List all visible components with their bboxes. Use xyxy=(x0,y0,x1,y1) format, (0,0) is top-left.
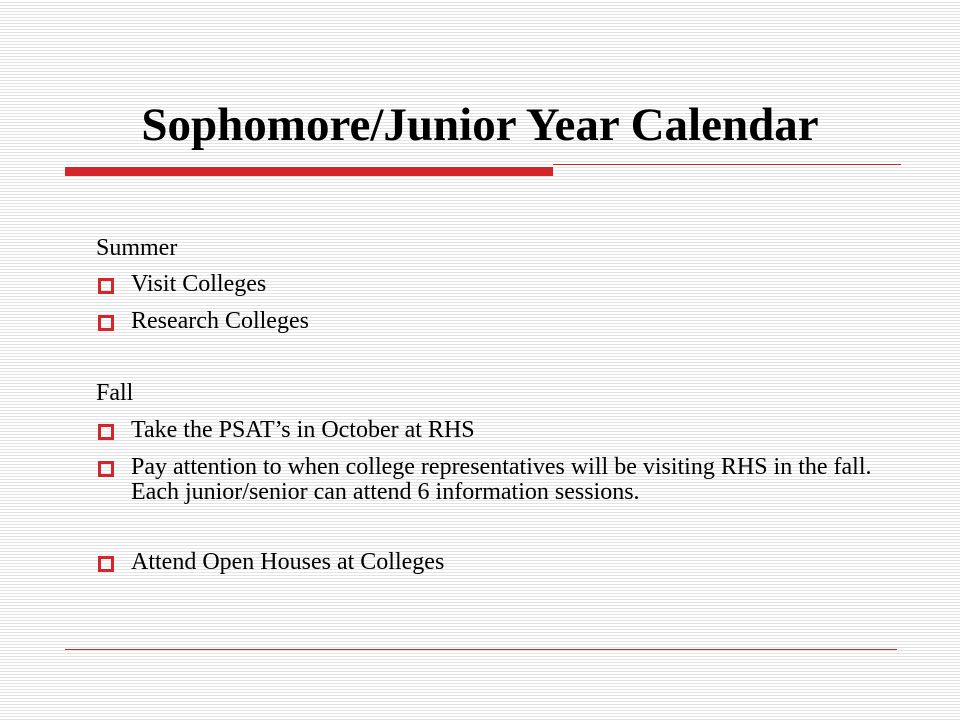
list-item-text: Pay attention to when college representatives will be visiting RHS in the fall. Each junior/senior can attend 6 information sessions. xyxy=(131,454,872,505)
section-heading-fall: Fall xyxy=(96,380,134,406)
list-item-text: Research Colleges xyxy=(131,308,309,334)
title-underline-thin xyxy=(553,164,901,165)
list-item-text: Attend Open Houses at Colleges xyxy=(131,549,445,575)
list-item-text: Take the PSAT’s in October at RHS xyxy=(131,417,475,443)
hollow-square-bullet-icon xyxy=(98,556,114,572)
list-item xyxy=(96,418,896,443)
title-underline-thick xyxy=(65,167,553,176)
list-item-text: Visit Colleges xyxy=(131,271,267,297)
slide-title: Sophomore/Junior Year Calendar xyxy=(141,99,819,151)
list-item xyxy=(96,550,896,575)
hollow-square-bullet-icon xyxy=(98,315,114,331)
hollow-square-bullet-icon xyxy=(98,424,114,440)
list-item xyxy=(96,272,896,297)
list-item xyxy=(96,455,896,505)
section-heading-summer: Summer xyxy=(96,235,178,261)
list-item xyxy=(96,309,896,334)
hollow-square-bullet-icon xyxy=(98,278,114,294)
bottom-divider xyxy=(65,649,897,650)
hollow-square-bullet-icon xyxy=(98,461,114,477)
